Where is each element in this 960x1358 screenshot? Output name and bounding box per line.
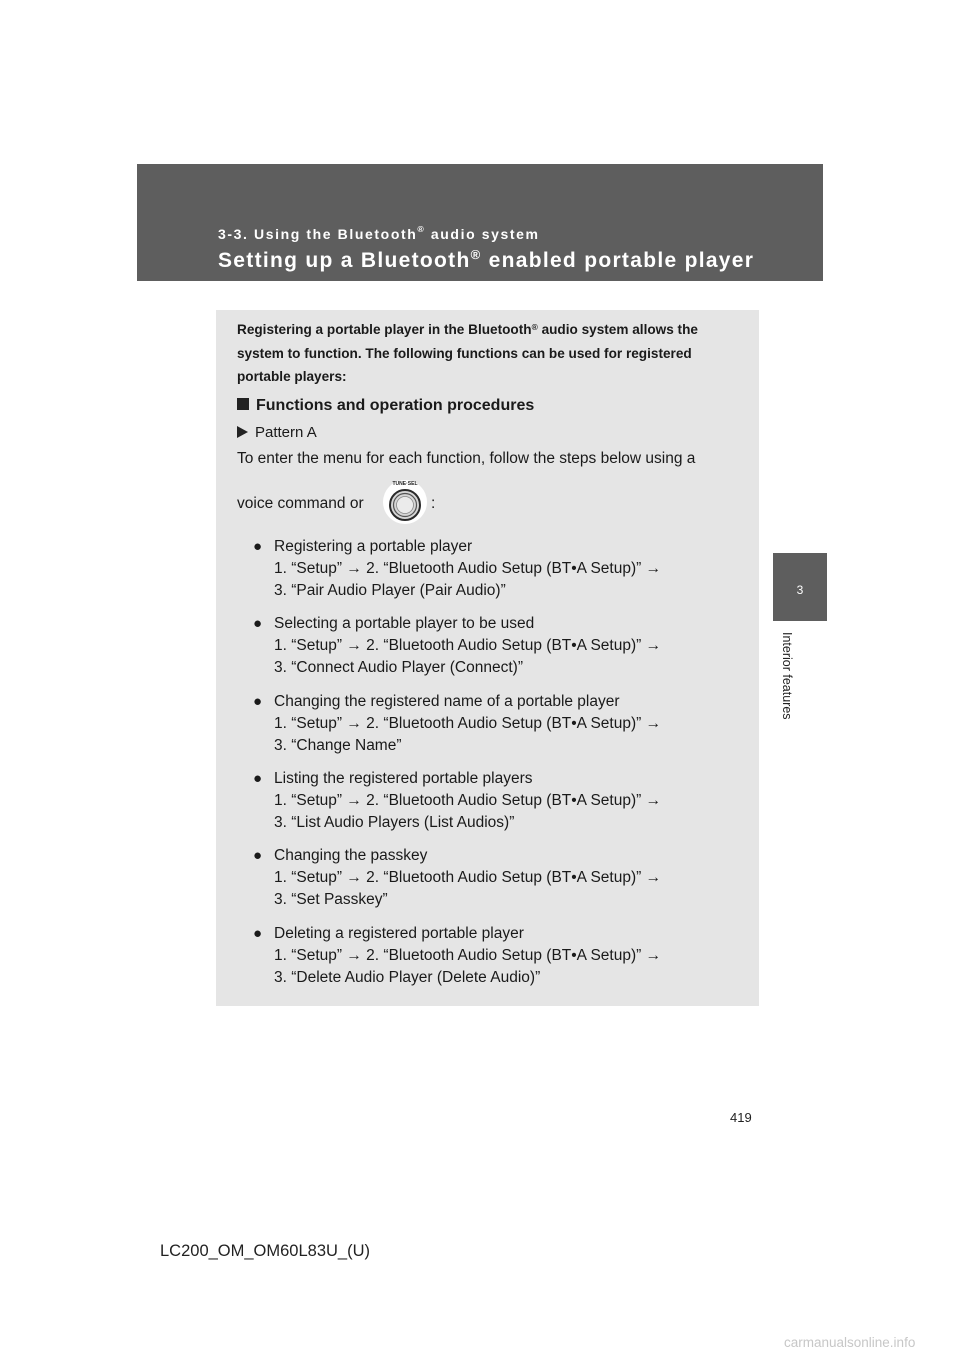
intro-paragraph: Registering a portable player in the Bluetooth® audio system allows the system to function. The following functions can be used for registered portable players: xyxy=(237,322,698,384)
chapter-label: Interior features xyxy=(780,632,794,720)
function-step: 1. “Setup” → 2. “Bluetooth Audio Setup (BT•A Setup)” → xyxy=(274,792,662,809)
function-step: 1. “Setup” → 2. “Bluetooth Audio Setup (BT•A Setup)” → xyxy=(274,560,662,577)
function-title: Listing the registered portable players xyxy=(274,770,533,787)
page-title: Setting up a Bluetooth® enabled portable player xyxy=(218,247,755,272)
tune-sel-knob-icon xyxy=(381,478,429,526)
function-step: 3. “Change Name” xyxy=(274,737,402,754)
knob-label: TUNE·SEL xyxy=(392,481,418,487)
function-step: 3. “Connect Audio Player (Connect)” xyxy=(274,659,523,676)
circle-bullet-icon: ● xyxy=(253,925,263,942)
function-title: Changing the registered name of a portable player xyxy=(274,693,620,710)
function-step: 1. “Setup” → 2. “Bluetooth Audio Setup (BT•A Setup)” → xyxy=(274,637,662,654)
watermark[interactable]: carmanualsonline.info xyxy=(784,1335,916,1350)
function-step: 3. “Pair Audio Player (Pair Audio)” xyxy=(274,582,506,599)
function-title: Selecting a portable player to be used xyxy=(274,615,535,632)
function-step: 1. “Setup” → 2. “Bluetooth Audio Setup (BT•A Setup)” → xyxy=(274,947,662,964)
sub-heading: Functions and operation procedures xyxy=(237,397,534,415)
circle-bullet-icon: ● xyxy=(253,847,263,864)
function-title: Changing the passkey xyxy=(274,847,428,864)
pattern-label: Pattern A xyxy=(237,424,317,441)
square-bullet-icon xyxy=(237,398,249,410)
circle-bullet-icon: ● xyxy=(253,693,263,710)
function-title: Deleting a registered portable player xyxy=(274,925,524,942)
function-title: Registering a portable player xyxy=(274,538,473,555)
instruction-line-2: voice command or xyxy=(237,495,364,512)
function-step: 1. “Setup” → 2. “Bluetooth Audio Setup (BT•A Setup)” → xyxy=(274,869,662,886)
function-step: 3. “Set Passkey” xyxy=(274,891,388,908)
document-code: LC200_OM_OM60L83U_(U) xyxy=(160,1242,371,1260)
instruction-colon: : xyxy=(431,495,436,512)
chapter-tab: 3 xyxy=(773,553,827,621)
circle-bullet-icon: ● xyxy=(253,770,263,787)
page-number: 419 xyxy=(730,1110,752,1125)
function-step: 3. “List Audio Players (List Audios)” xyxy=(274,814,515,831)
section-label: 3-3. Using the Bluetooth® audio system xyxy=(218,224,540,242)
circle-bullet-icon: ● xyxy=(253,615,263,632)
circle-bullet-icon: ● xyxy=(253,538,263,555)
function-step: 3. “Delete Audio Player (Delete Audio)” xyxy=(274,969,541,986)
instruction-line-1: To enter the menu for each function, follow the steps below using a xyxy=(237,450,696,467)
function-step: 1. “Setup” → 2. “Bluetooth Audio Setup (BT•A Setup)” → xyxy=(274,715,662,732)
triangle-arrow-icon xyxy=(237,426,248,438)
